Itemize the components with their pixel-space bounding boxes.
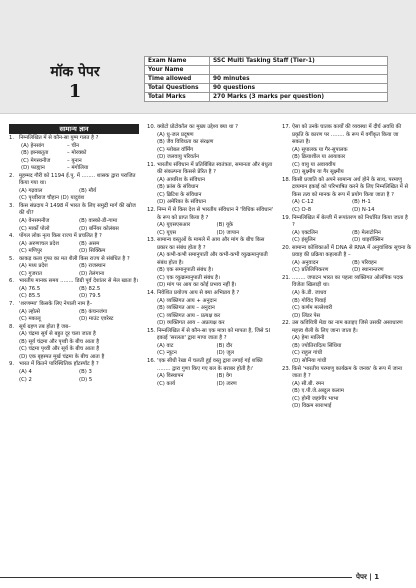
option: (C) 85.5 (19, 293, 41, 300)
question-number: 22. (282, 320, 291, 327)
option: (B) कंचनजंगा (79, 308, 108, 315)
match-right: – मोरक्को (67, 150, 87, 157)
option-row (9, 286, 139, 294)
info-value-text: 90 minutes (213, 76, 250, 82)
option: (B) जैव विविधता का संरक्षण (157, 139, 214, 146)
question-text: सामान्य कोशिकाओं में DNA से RNA में अनुवांशिक सूचना के प्रवाह की प्रक्रिया कहलाती है – (292, 244, 412, 259)
option: (B) सूर्य चंद्रमा और पृथ्वी के बीच आता है (19, 338, 100, 345)
question-text: भारतीय मानक समय ........ डिग्री पूर्व देशांतर से मेल खाता है। (19, 278, 139, 285)
option: (B) वास्को-डी-गामा (79, 218, 118, 225)
option: (C) कार्य (157, 380, 176, 387)
question (9, 203, 139, 218)
question-number: 9. (9, 361, 15, 368)
info-label: Total Questions (145, 84, 210, 93)
option: (C) एक व्युत्क्रमानुपाती संबंध है। (157, 274, 220, 281)
option: (D) लिंडर पेस (292, 312, 321, 319)
info-value-text: 90 questions (213, 85, 256, 91)
option-row (147, 252, 276, 267)
question-text: ........ जपाटन भारत का पहला व्यक्तिगत ओलंपिक पदक विजेता खिलाड़ी था। (292, 274, 404, 289)
option-row (147, 350, 276, 358)
question-text: सामान्य वस्तुओं के मामले में आय और मांग के बीच किस प्रकार का संबंध होता है ? (157, 237, 265, 251)
question-text: ऐसा को उनके घातक कार्यों की व्यवस्था में दीर्घ अवधि की प्रकृति के कारण पर ........ के रूप में वर्गीकृत किया जा सकता है। (292, 124, 402, 146)
info-value (210, 66, 388, 75)
section-heading: सामान्य ज्ञान (9, 124, 139, 134)
option: (D) जूल (216, 350, 234, 357)
question-number: 7. (9, 301, 15, 308)
question-text: पोंगल लोक नृत्य किस राज्य में प्रचलित है ? (19, 233, 102, 240)
option: (B) राजस्थान (79, 263, 106, 270)
option: (A) सूपालक या गैर-सुपालक (292, 146, 348, 153)
option: (B) यूके (216, 222, 234, 229)
option: (B) ज्योतिरादित्य सिंधिया (292, 342, 342, 349)
option-row (147, 267, 276, 275)
option-row (147, 139, 276, 147)
option: (C) कर्णम मल्लेश्वरी (292, 305, 333, 312)
option: (D) तेलंगाना (79, 270, 105, 277)
paper-header (0, 0, 416, 114)
option: (A) C-12 (292, 199, 314, 206)
option: (D) N-14 (352, 207, 375, 214)
option: (B) ए.पी.जे.अब्दुल कलाम (292, 388, 344, 395)
option: (B) व्यक्तिगत आय – अनुदान (157, 305, 215, 312)
option-row (282, 403, 412, 411)
question (147, 328, 276, 343)
question-text: निवेशित प्रयोज्य आय से क्या अभिप्राय है ? (157, 290, 240, 297)
question-number: 6. (9, 278, 15, 285)
option-row (9, 369, 139, 377)
option: (C) इंसुलिन (292, 237, 316, 244)
info-row (145, 84, 388, 93)
question (9, 301, 139, 309)
question-number: 19. (282, 214, 291, 221)
option-row (9, 218, 139, 226)
option-row (147, 343, 276, 351)
question (9, 233, 139, 241)
option: (A) व्यक्तिगत आय + अनुदान (157, 297, 217, 304)
option: (B) मौर्य (79, 187, 97, 194)
option: (D) 5 (79, 376, 93, 383)
option: (D) 79.5 (79, 293, 101, 300)
option: (A) कभी-कभी समानुपाती और कभी-कभी व्युत्क्रमानुपाती संबंध होता है। (157, 252, 268, 266)
column-3 (282, 124, 412, 411)
option-row (282, 305, 412, 313)
option: (C) यूएस (157, 229, 177, 236)
option: (D) अमेरिका के संविधान (157, 199, 206, 206)
option: (C) 2 (19, 376, 32, 383)
question-number: 13. (147, 237, 156, 244)
option-row (282, 358, 412, 366)
info-value (210, 84, 388, 93)
info-row (145, 66, 388, 75)
question-number: 12. (147, 207, 156, 214)
question (9, 135, 139, 143)
option: (C) मकालू (19, 316, 41, 323)
option: (D) जापान (216, 229, 240, 236)
question-number: 8. (9, 323, 15, 330)
option: (A) गढ़वाल (19, 187, 43, 194)
question-text: भारत में कितने पारिस्थितिक हॉटस्पॉट है ? (19, 361, 99, 368)
option-row (147, 222, 276, 230)
question-text: क्योटो प्रोटोकॉल का मुख्य उद्देश्य क्या था ? (157, 124, 238, 130)
option-row (9, 309, 139, 317)
option-row (282, 335, 412, 343)
column-1 (9, 124, 139, 384)
option-row (147, 373, 276, 381)
option-row (282, 199, 412, 207)
option: (B) वेग (216, 373, 232, 380)
option: (A) अनुवादन (292, 259, 319, 266)
option: (B) H-1 (352, 199, 371, 206)
info-value (210, 93, 388, 102)
question-text: उस कवियित्री मेडा का नाम बताइए जिसे उसकी असाधारण महत्त्व शैली के लिए जाना जाता है। (292, 320, 403, 334)
question (282, 177, 412, 200)
option-row (282, 381, 412, 389)
question-text: 'शरणम्मा' किसके लिए नेपाली नाम है– (19, 301, 93, 308)
question (147, 124, 276, 132)
option: (C) राहुल गांधी (292, 350, 323, 357)
question (282, 275, 412, 290)
option: (D) व्यक्तिगत आय – अप्रत्यक्ष कर (157, 320, 225, 327)
option: (A) आयरिश के संविधान (157, 176, 205, 183)
question-text: किसे 'भारतीय परमाणु कार्यक्रम के जनक' के रूप में जाना जाता है ? (292, 365, 403, 380)
option: (C) वायु या अवायवीय (292, 161, 336, 168)
question-text: निम्नलिखित में बेल्जी में रूपांतरण को निर्धारित किया जाता है ? (292, 214, 408, 229)
question (282, 215, 412, 230)
option: (D) माउंट एवरेस्ट (79, 316, 114, 323)
match-right: – यूनान (67, 157, 82, 164)
info-label: Total Marks (145, 93, 210, 102)
option: (B) 82.5 (79, 285, 101, 292)
question-number: 18. (282, 176, 291, 183)
option-row (9, 263, 139, 271)
question-number: 15. (147, 327, 156, 334)
question (9, 278, 139, 286)
option: (A) अरुणाचल प्रदेश (19, 240, 59, 247)
option: (A) एक्टलिन (292, 229, 318, 236)
info-value-text: SSC Multi Tasking Staff (Tier-1) (213, 58, 315, 64)
match-pair (9, 143, 139, 151)
option: (A) वेनसमनीज (19, 218, 50, 225)
match-pair (9, 150, 139, 158)
question-number: 4. (9, 233, 15, 240)
option: (D) विक्रम साराभाई (292, 403, 332, 410)
option: (A) वाट (157, 342, 174, 349)
question-number: 2. (9, 172, 15, 179)
info-row (145, 93, 388, 102)
option-row (282, 237, 412, 245)
option: (C) चंद्रमा पृथ्वी और सूर्य के बीच आता है (19, 346, 100, 353)
option: (B) एक समानुपाती संबंध है। (157, 267, 214, 274)
option: (A) चंद्रमा सूर्य से बहुत दूर चला जाता है (19, 331, 96, 338)
question (147, 237, 276, 252)
info-value (210, 57, 388, 66)
option-row (282, 290, 412, 298)
page-footer (0, 573, 416, 588)
option: (C) प्रतिलिपिकरण (292, 267, 329, 274)
option: (B) क्रियाशील या आयाकार (292, 154, 346, 161)
info-row (145, 75, 388, 84)
question-text: किस संप्रदाय ने 1498 में भारत के लिए समुद्री मार्ग की खोज की थी? (19, 202, 136, 217)
page-number: पेपर | 1 (356, 573, 380, 581)
option-row (147, 320, 276, 328)
question (282, 245, 412, 260)
option: (C) पृथ्वीराज चौहान (D) यादुवंश (19, 195, 85, 202)
option: (B) 3 (79, 368, 92, 375)
option-row (282, 169, 412, 177)
question-text: काकड़ कला गुफा का मत शैली किस राज्य से संबंधित है ? (19, 255, 130, 262)
option-row (147, 132, 276, 140)
question (147, 358, 276, 373)
option-row (282, 267, 412, 275)
question-number: 20. (282, 244, 291, 251)
option-row (147, 282, 276, 290)
option-row (282, 350, 412, 358)
question (147, 207, 276, 222)
option: (D) मांग पर आय का कोई प्रभाव नहीं है। (157, 282, 237, 289)
option: (C) होमी जहांगीर भाभा (292, 395, 339, 402)
match-left: (B) इब्नबतूता (21, 150, 49, 157)
question-number: 1. (9, 135, 15, 141)
option: (C) व्यक्तिगत आय – प्रत्यक्ष कर (157, 312, 221, 319)
option-row (9, 316, 139, 324)
option-row (147, 298, 276, 306)
option: (C) न्यूटन (157, 350, 177, 357)
question (9, 173, 139, 188)
match-left: (C) मेगस्थनीज (21, 157, 51, 164)
option: (B) मेलाटोनिन (352, 229, 381, 236)
option-row (147, 154, 276, 162)
option-row (147, 381, 276, 389)
option: (A) 76.5 (19, 285, 41, 292)
question-number: 21. (282, 274, 291, 281)
option-row (9, 226, 139, 234)
question (147, 162, 276, 177)
question (9, 361, 139, 369)
info-label: Your Name (145, 66, 210, 75)
option: (C) गुजरात (19, 270, 42, 277)
question (282, 366, 412, 381)
match-right: – मंगोलिया (67, 165, 89, 172)
question-text: निम्न में से किस देश से भारतीय संविधान ने 'विधिक संविधान' के रूप को प्राप्त किया है ? (157, 207, 274, 221)
option: (B) गोविंद पिवाई (292, 297, 326, 304)
question-text: किसी प्रजाति को अपने सामान्य अर्थ होने के साथ, परमाणु द्रव्यमान इकाई को परिभाषित करने के लिए निम्नलिखित में से किस तत्व को मानक के रूप में प्रयोग किया जाता है ? (292, 176, 409, 198)
option-row (282, 154, 412, 162)
option: (C) मार्को पोलो (19, 225, 50, 232)
info-row (145, 57, 388, 66)
option: (D) एक बृहस्पत मूर्ख चंद्रमा के बीच आता है (19, 353, 105, 360)
option: (A) हेमा मालिनी (292, 335, 325, 342)
option: (C) O-8 (292, 207, 312, 214)
column-2 (147, 124, 276, 388)
option: (A) धु-जल प्रदूषण (157, 131, 194, 138)
option-row (9, 195, 139, 203)
question-number: 17. (282, 124, 291, 130)
option-row (147, 305, 276, 313)
option-row (282, 207, 412, 215)
option: (D) थाइरॉक्सिन (352, 237, 384, 244)
question-number: 3. (9, 202, 15, 209)
option: (A) विस्थापन (157, 373, 184, 380)
exam-info-table (144, 56, 388, 102)
question (282, 124, 412, 147)
option-row (9, 346, 139, 354)
info-label: Time allowed (145, 75, 210, 84)
option: (D) जलवायु परिवर्तन (157, 154, 199, 161)
option: (C) ब्रिटिश के संविधान (157, 191, 202, 198)
paper-title: मॉक पेपर (50, 64, 100, 80)
option: (D) स्थानान्तरण (352, 267, 384, 274)
question-number: 11. (147, 161, 156, 168)
option: (A) 4 (19, 368, 32, 375)
option-row (147, 184, 276, 192)
question-number: 14. (147, 290, 156, 297)
question-text: निम्नलिखित में से कौन-सा युग्म गलत है ? (19, 135, 99, 141)
info-label: Exam Name (145, 57, 210, 66)
option: (B) परिवहन (352, 259, 377, 266)
option-row (9, 331, 139, 339)
option-row (147, 199, 276, 207)
match-left: (A) हेनसांग (21, 142, 45, 149)
question-number: 23. (282, 365, 291, 372)
option: (D) सूक्ष्मीय या गैर सूक्ष्मीय (292, 169, 344, 176)
option: (A) यूएसएसआर (157, 222, 191, 229)
question-text: मुहम्मद गौरी को 1194 ई.पू. में ........ शासक द्वारा पराजित किया गया था। (19, 172, 136, 187)
question-text: सूर्य ग्रहण तब होता है जब– (19, 323, 71, 330)
match-left: (D) फाह्यान (21, 165, 45, 172)
question-text: भारतीय संविधान में प्रतिबिंबित स्वतंत्रता, समानता और बंधुता की संकल्पना किससे प्रेरित है ? (157, 161, 273, 176)
match-right: – चीन (67, 142, 80, 149)
option-row (282, 298, 412, 306)
question-number: 10. (147, 124, 156, 130)
option: (A) मध्य प्रदेश (19, 263, 48, 270)
question (147, 290, 276, 298)
info-value-note: (3 marks per question) (249, 94, 324, 100)
option: (C) ग्लोबल वॉर्मिंग (157, 146, 194, 153)
option: (B) असम (79, 240, 100, 247)
option-row (9, 248, 139, 256)
option: (A) ल्होत्से (19, 308, 41, 315)
option: (A) सी.बी. रमन (292, 380, 325, 387)
option: (D) सिक्किम (79, 248, 106, 255)
option: (D) बर्नियर कोलंबस (79, 225, 119, 232)
question-number: 5. (9, 255, 15, 262)
question-text: निम्नलिखित में से कौन-सा एक मात्रा को मापता है, जिसे SI इकाई 'सरलता' द्वारा मापा जाता है ? (157, 327, 271, 342)
info-value-text: 270 Marks (213, 94, 247, 100)
paper-number: 1 (68, 81, 82, 102)
option-row (9, 377, 139, 385)
option-row (9, 293, 139, 301)
question-text: 'एक सीधी रेखा में चलती हुई वस्तु द्वारा लगाई गई शक्ति ........ द्वारा गुणा किए गए बल के बराबर होती है।' (157, 357, 263, 372)
option: (B) दौर (216, 342, 233, 349)
footer-rule (0, 577, 352, 578)
option: (D) सोनिया गांधी (292, 357, 327, 364)
option: (C) मणिपुर (19, 248, 43, 255)
option: (D) त्वरण (216, 380, 237, 387)
question (282, 320, 412, 335)
option-row (282, 388, 412, 396)
info-value (210, 75, 388, 84)
option: (A) के.डी. जाधव (292, 290, 327, 297)
option: (B) फ्रांस के संविधान (157, 184, 199, 191)
question-number: 16. (147, 357, 156, 364)
match-pair (9, 165, 139, 173)
